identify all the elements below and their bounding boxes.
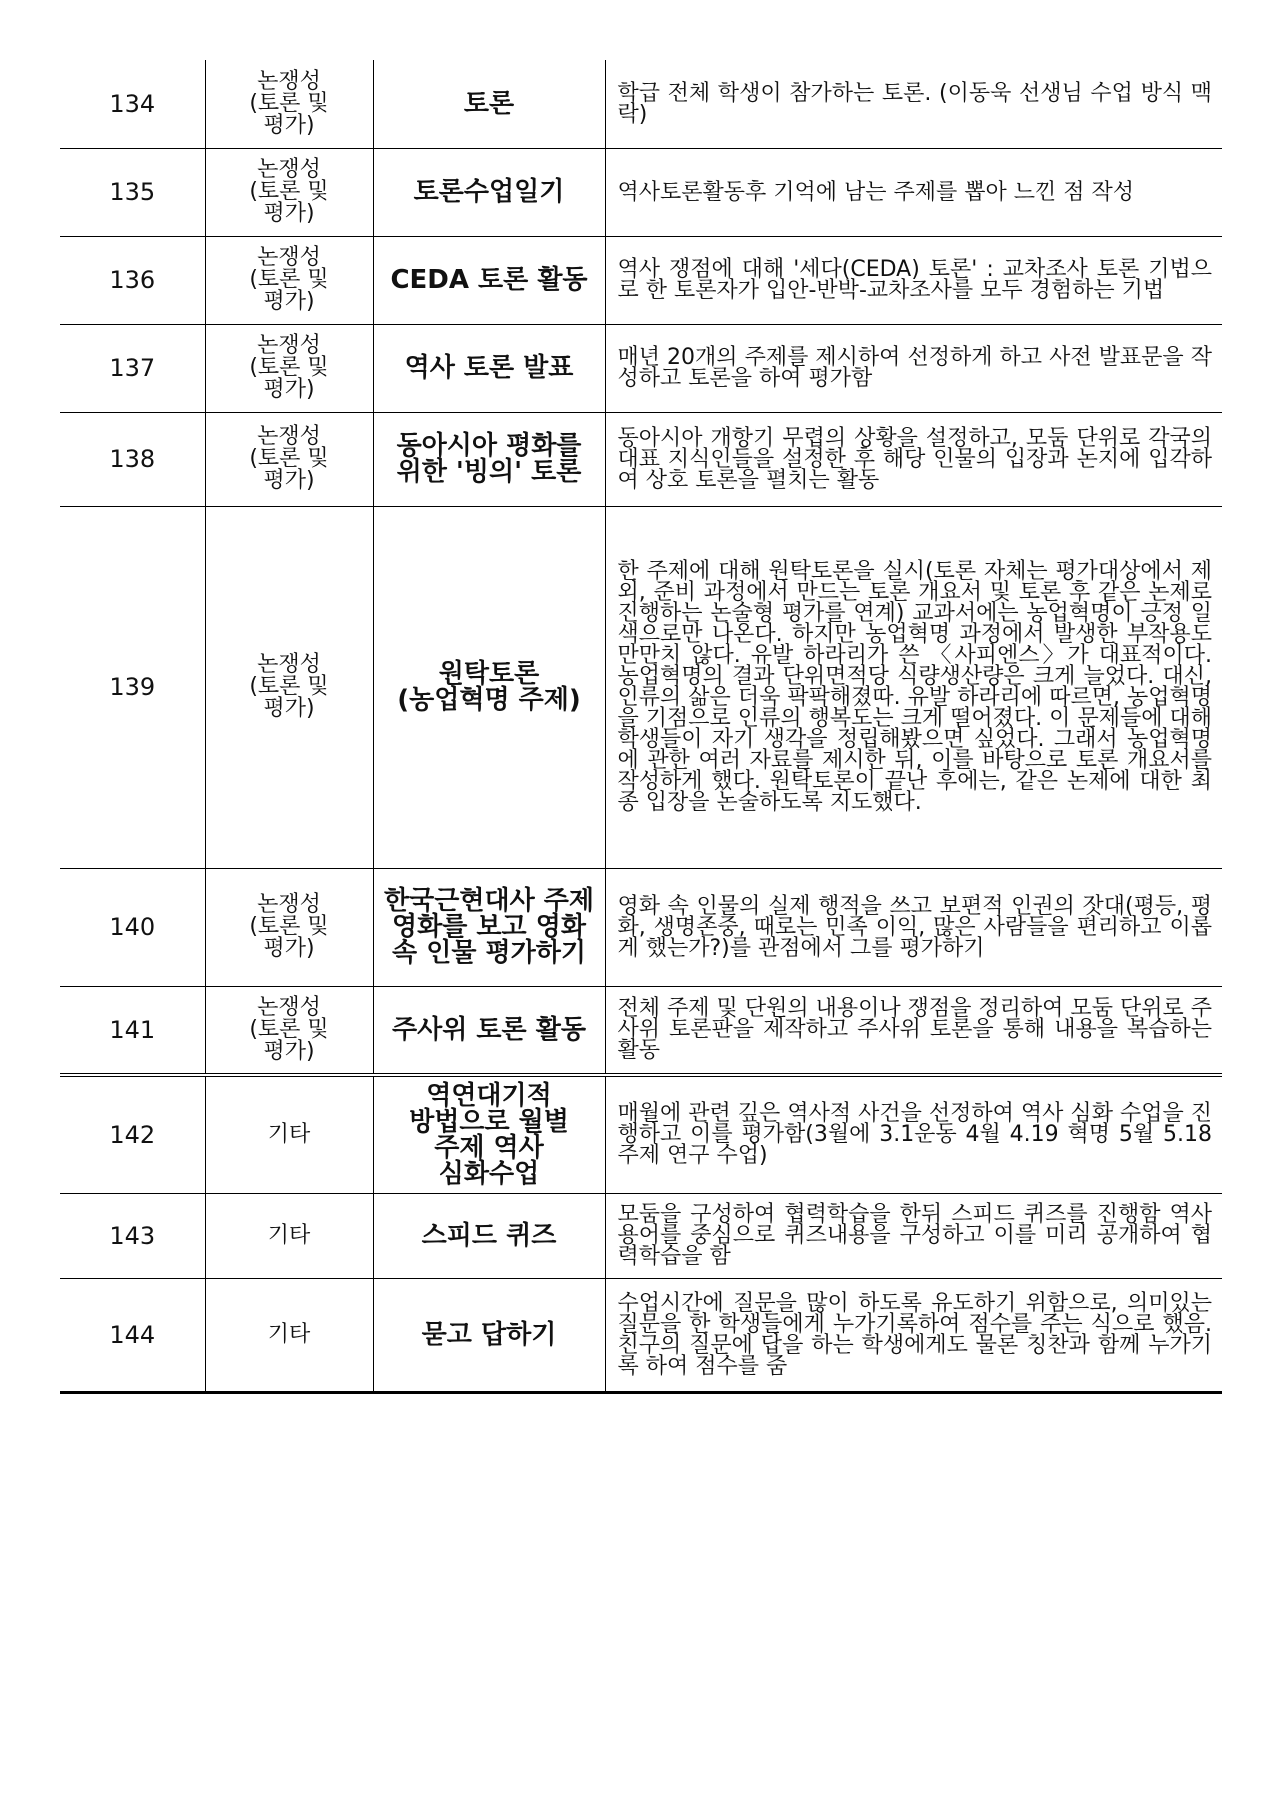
row-number: 144: [60, 1278, 205, 1392]
activity-description: 매년 20개의 주제를 제시하여 선정하게 하고 사전 발표문을 작성하고 토론을 하여 평가함: [605, 324, 1222, 412]
activity-title: 동아시아 평화를 위한 '빙의' 토론: [373, 412, 605, 506]
activity-title: 한국근현대사 주제 영화를 보고 영화 속 인물 평가하기: [373, 868, 605, 986]
category-cell: 기타: [205, 1075, 373, 1193]
row-number: 143: [60, 1193, 205, 1278]
activity-title: 역사 토론 발표: [373, 324, 605, 412]
row-number: 138: [60, 412, 205, 506]
row-number: 134: [60, 60, 205, 148]
activity-description: 영화 속 인물의 실제 행적을 쓰고 보편적 인권의 잣대(평등, 평화, 생명존중, 때로는 민족 이익, 많은 사람들을 편리하고 이롭게 했는가?)를 관점에서 그를 평가하기: [605, 868, 1222, 986]
table-row: [60, 60, 1222, 148]
table-row: [60, 868, 1222, 986]
activity-title: 역연대기적 방법으로 월별 주제 역사 심화수업: [373, 1075, 605, 1193]
table-row: [60, 1075, 1222, 1193]
category-cell: 논쟁성 (토론 및 평가): [205, 148, 373, 236]
table-row: [60, 1278, 1222, 1392]
category-cell: 논쟁성 (토론 및 평가): [205, 868, 373, 986]
category-cell: 논쟁성 (토론 및 평가): [205, 324, 373, 412]
table-row: [60, 148, 1222, 236]
activity-title: 토론수업일기: [373, 148, 605, 236]
row-number: 136: [60, 236, 205, 324]
activity-title: CEDA 토론 활동: [373, 236, 605, 324]
category-cell: 논쟁성 (토론 및 평가): [205, 506, 373, 868]
table-row: [60, 1193, 1222, 1278]
activity-title: 묻고 답하기: [373, 1278, 605, 1392]
table-row: [60, 986, 1222, 1075]
activity-title: 토론: [373, 60, 605, 148]
category-cell: 논쟁성 (토론 및 평가): [205, 986, 373, 1075]
activity-title: 원탁토론 (농업혁명 주제): [373, 506, 605, 868]
activity-title: 스피드 퀴즈: [373, 1193, 605, 1278]
activity-description: 역사토론활동후 기억에 남는 주제를 뽑아 느낀 점 작성: [605, 148, 1222, 236]
activity-description: 동아시아 개항기 무렵의 상황을 설정하고, 모둠 단위로 각국의 대표 지식인들을 설정한 후 해당 인물의 입장과 논지에 입각하여 상호 토론을 펼치는 활동: [605, 412, 1222, 506]
row-number: 141: [60, 986, 205, 1075]
table-row: [60, 506, 1222, 868]
table-row: [60, 412, 1222, 506]
activity-title: 주사위 토론 활동: [373, 986, 605, 1075]
row-number: 137: [60, 324, 205, 412]
activity-description: 전체 주제 및 단원의 내용이나 쟁점을 정리하여 모둠 단위로 주사위 토론판을 제작하고 주사위 토론을 통해 내용을 복습하는 활동: [605, 986, 1222, 1075]
activity-description: 학급 전체 학생이 참가하는 토론. (이동욱 선생님 수업 방식 맥락): [605, 60, 1222, 148]
row-number: 135: [60, 148, 205, 236]
category-cell: 논쟁성 (토론 및 평가): [205, 60, 373, 148]
row-number: 142: [60, 1075, 205, 1193]
activity-description: 역사 쟁점에 대해 '세다(CEDA) 토론' : 교차조사 토론 기법으로 한 토론자가 입안-반박-교차조사를 모두 경험하는 기법: [605, 236, 1222, 324]
activity-description: 한 주제에 대해 원탁토론을 실시(토론 자체는 평가대상에서 제외, 준비 과정에서 만드는 토론 개요서 및 토론 후 같은 논제로 진행하는 논술형 평가를 연계) 교과서에는 농업혁명이 긍정 일색으로만 나온다. 하지만 농업혁명 과정에서 발생한 부작용도 만만치 않다. 유발 하라리가 쓴 〈사피엔스〉가 대표적이다. 농업혁명의 결과 단위면적당 식량생산량은 크게 늘었다. 대신, 인류의 삶은 더욱 팍팍해졌따. 유발 하라리에 따르면, 농업혁명을 기점으로 인류의 행복도는 크게 떨어졌다. 이 문제들에 대해 학생들이 자기 생각을 정립해봤으면 싶었다. 그래서 농업혁명에 관한 여러 자료를 제시한 뒤, 이를 바탕으로 토론 개요서를 작성하게 했다. 원탁토론이 끝난 후에는, 같은 논제에 대한 최종 입장을 논술하도록 지도했다.: [605, 506, 1222, 868]
table-row: [60, 324, 1222, 412]
category-cell: 논쟁성 (토론 및 평가): [205, 236, 373, 324]
activity-description: 수업시간에 질문을 많이 하도록 유도하기 위함으로, 의미있는 질문을 한 학생들에게 누가기록하여 점수를 주는 식으로 했음. 친구의 질문에 답을 하는 학생에게도 물론 칭찬과 함께 누가기록 하여 점수를 줌: [605, 1278, 1222, 1392]
activity-description: 매월에 관련 깊은 역사적 사건을 선정하여 역사 심화 수업을 진행하고 이를 평가함(3월에 3.1운동 4월 4.19 혁명 5월 5.18 주제 연구 수업): [605, 1075, 1222, 1193]
category-cell: 논쟁성 (토론 및 평가): [205, 412, 373, 506]
activity-description: 모둠을 구성하여 협력학습을 한뒤 스피드 퀴즈를 진행함 역사용어를 중심으로 퀴즈내용을 구성하고 이를 미리 공개하여 협력학습을 함: [605, 1193, 1222, 1278]
category-cell: 기타: [205, 1278, 373, 1392]
category-cell: 기타: [205, 1193, 373, 1278]
row-number: 140: [60, 868, 205, 986]
table-row: [60, 236, 1222, 324]
activity-table: [60, 60, 1222, 1394]
row-number: 139: [60, 506, 205, 868]
